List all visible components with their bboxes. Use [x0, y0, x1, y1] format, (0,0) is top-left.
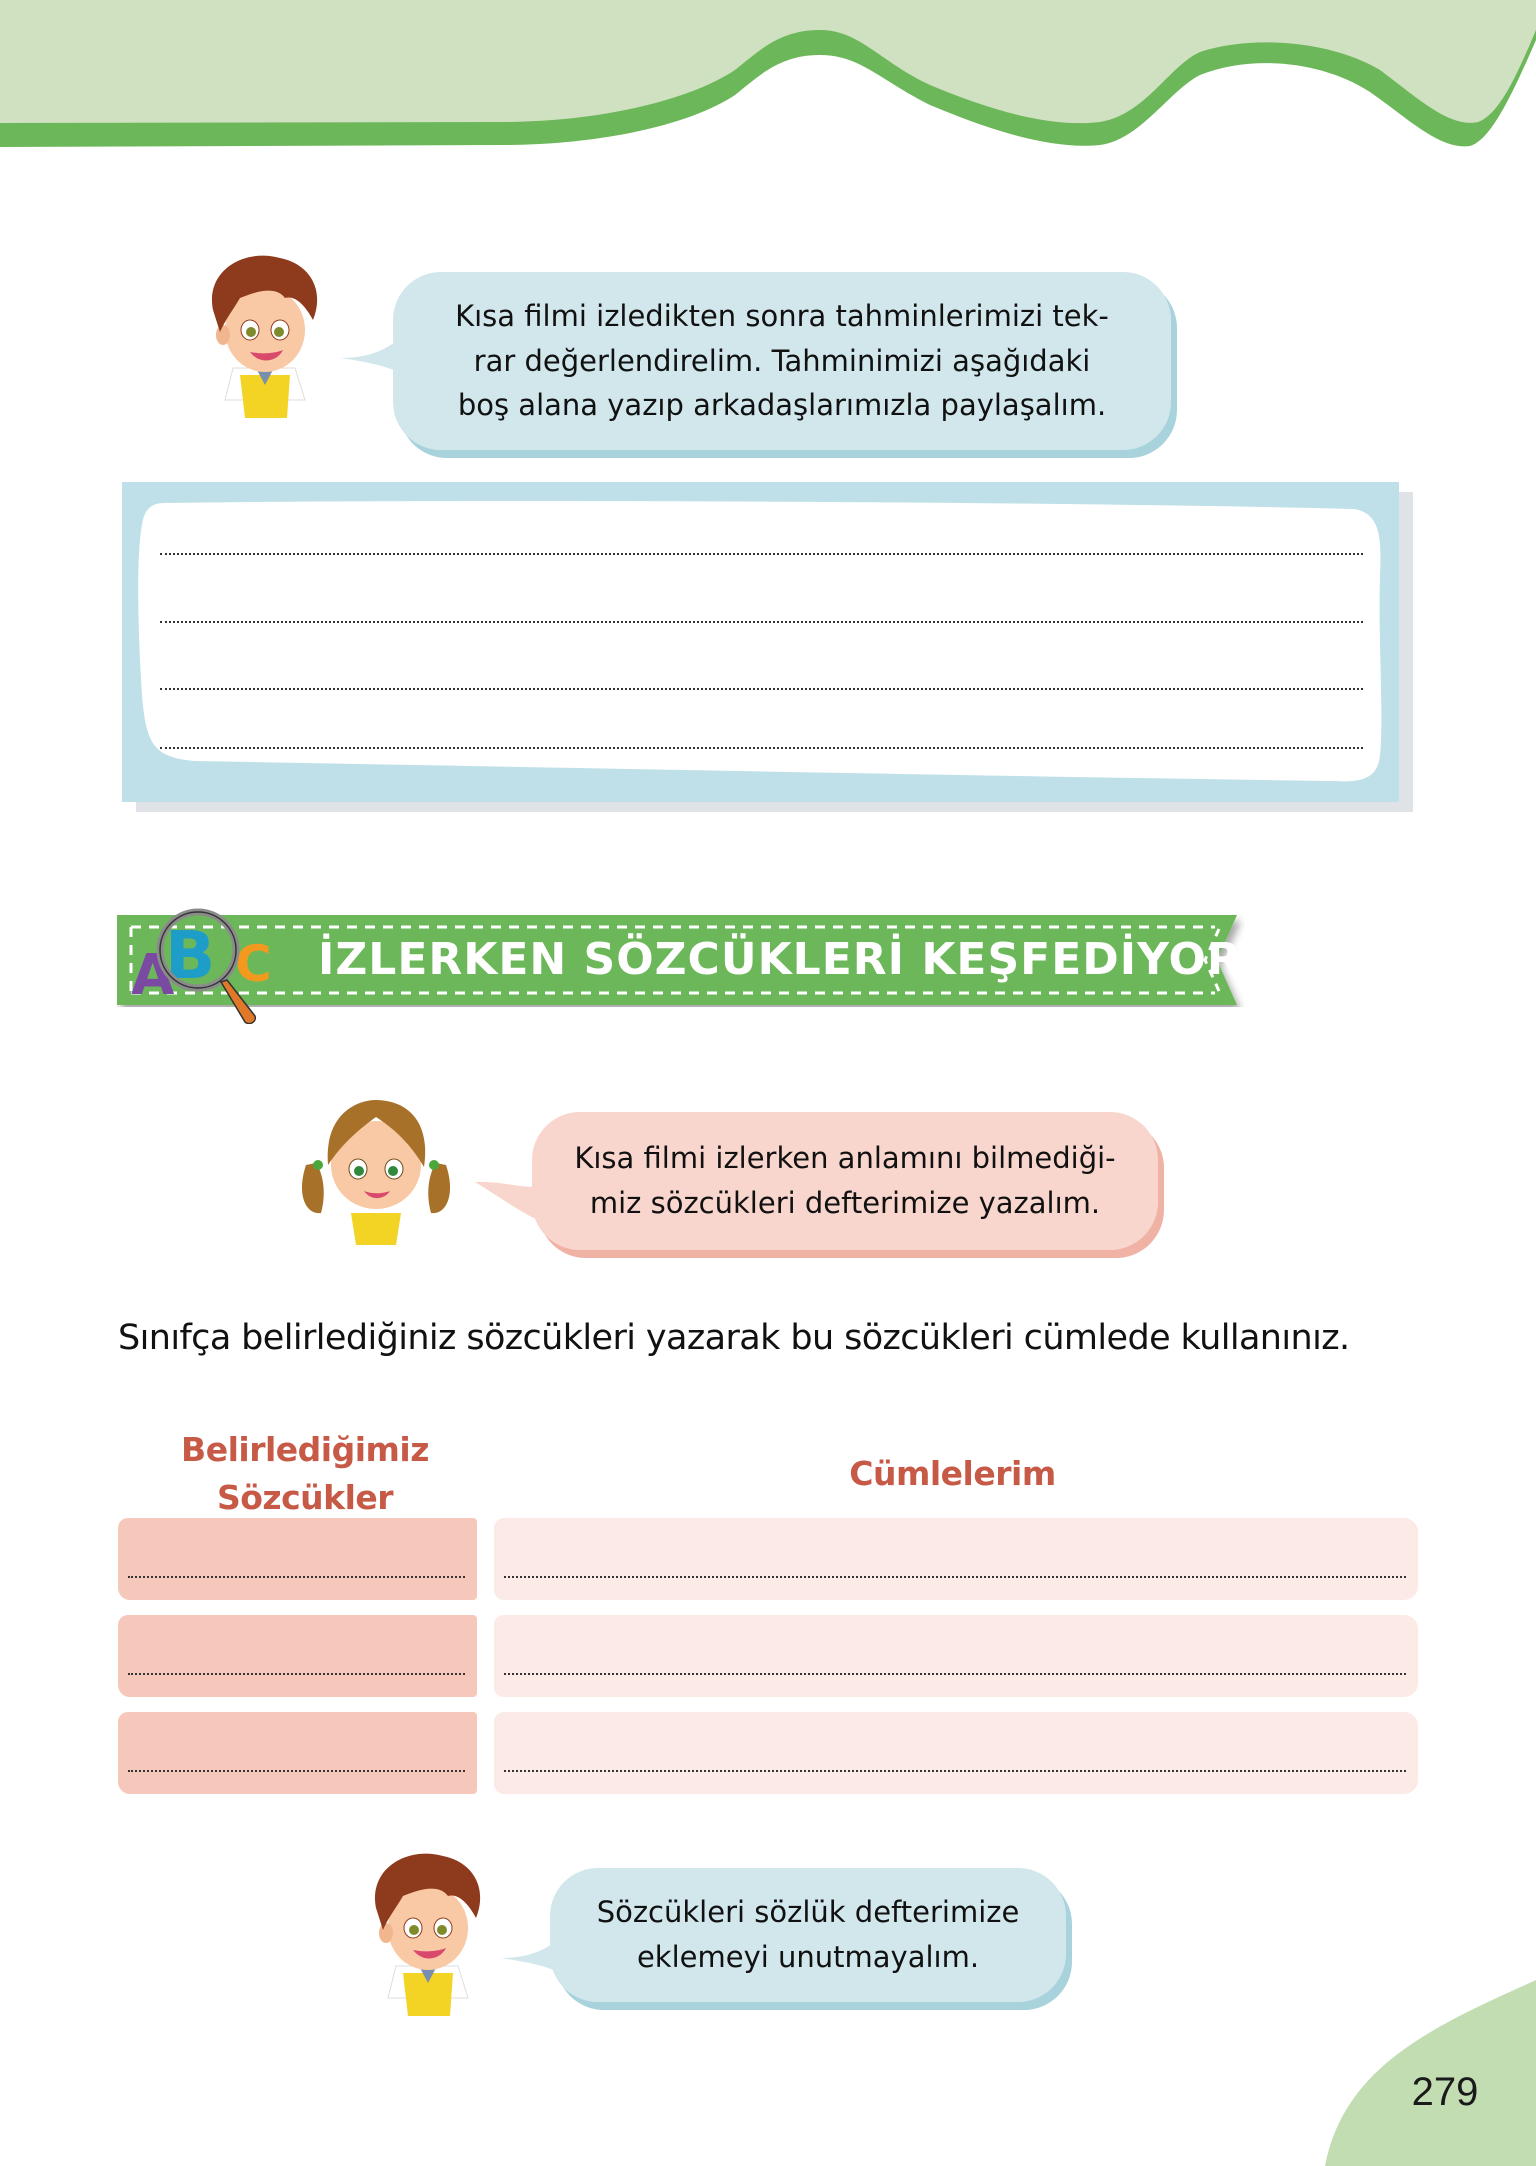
word-cell-3[interactable]	[118, 1712, 477, 1794]
column-header-words	[118, 1426, 492, 1522]
word-cell-1[interactable]	[118, 1518, 477, 1600]
word-cell-2[interactable]	[118, 1615, 477, 1697]
writing-line	[504, 1576, 1406, 1578]
column-header-line: Sözcükler	[216, 1477, 394, 1517]
bubble-line: Sözcükleri sözlük defterimize	[596, 1895, 1020, 1930]
bubble-line: Kısa filmi izlerken anlamını bilmediği-	[574, 1141, 1116, 1176]
page-number: 279	[1411, 2070, 1479, 2114]
header-wave-decoration	[0, 0, 1536, 160]
writing-line[interactable]	[160, 621, 1363, 623]
boy-character-illustration	[195, 250, 335, 420]
corner-decoration	[1290, 1970, 1536, 2166]
speech-bubble-write-words	[532, 1112, 1158, 1250]
boy-character-illustration	[358, 1848, 498, 2018]
writing-area-background	[134, 495, 1382, 785]
bubble-line: Kısa filmi izledikten sonra tahminlerimizi tek-	[455, 298, 1109, 333]
speech-bubble-predictions	[393, 272, 1171, 450]
speech-bubble-reminder	[550, 1868, 1066, 2002]
writing-line[interactable]	[160, 747, 1363, 749]
writing-line	[128, 1576, 465, 1578]
svg-text:C: C	[235, 935, 272, 993]
sentence-cell-3[interactable]	[494, 1712, 1418, 1794]
sentence-cell-1[interactable]	[494, 1518, 1418, 1600]
writing-line	[504, 1770, 1406, 1772]
girl-character-illustration	[296, 1095, 456, 1245]
column-header-sentences: Cümlelerim	[849, 1454, 1056, 1493]
svg-text:B: B	[165, 917, 216, 994]
bubble-line: eklemeyi unutmayalım.	[636, 1940, 980, 1974]
writing-line[interactable]	[160, 688, 1363, 690]
banner-title: İZLERKEN SÖZCÜKLERİ KEŞFEDİYORUZ	[318, 934, 1312, 985]
abc-magnifier-icon	[125, 896, 285, 1024]
writing-line	[128, 1673, 465, 1675]
bubble-line: miz sözcükleri defterimize yazalım.	[589, 1186, 1101, 1220]
bubble-line: rar değerlendirelim. Tahminimizi aşağıdaki	[473, 343, 1091, 378]
writing-line	[128, 1770, 465, 1772]
column-header-line: Belirlediğimiz	[181, 1430, 429, 1469]
sentence-cell-2[interactable]	[494, 1615, 1418, 1697]
writing-line	[504, 1673, 1406, 1675]
writing-line[interactable]	[160, 553, 1363, 555]
bubble-line: boş alana yazıp arkadaşlarımızla paylaşalım.	[457, 388, 1107, 423]
svg-text:A: A	[131, 943, 175, 1008]
activity-instruction: Sınıfça belirlediğiniz sözcükleri yazarak bu sözcükleri cümlede kullanınız.	[118, 1318, 1350, 1358]
